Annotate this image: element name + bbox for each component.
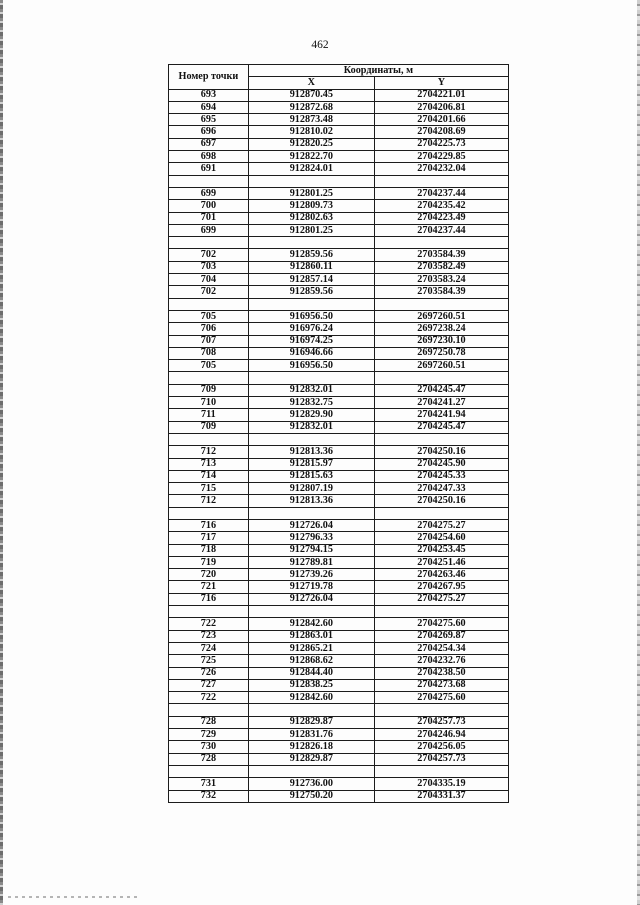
table-row	[169, 200, 509, 212]
table-row	[169, 310, 509, 322]
table-row	[169, 397, 509, 409]
cell-y	[374, 298, 508, 310]
cell-point-number: 709	[169, 384, 249, 396]
table-row	[169, 692, 509, 704]
cell-point-number: 730	[169, 741, 249, 753]
table-row	[169, 581, 509, 593]
cell-point-number: 728	[169, 753, 249, 765]
cell-y: 2704241.27	[374, 397, 508, 409]
cell-point-number: 712	[169, 495, 249, 507]
cell-y	[374, 765, 508, 777]
cell-y: 2704232.76	[374, 655, 508, 667]
table-row	[169, 618, 509, 630]
cell-x	[248, 765, 374, 777]
table-row	[169, 642, 509, 654]
cell-x: 912865.21	[248, 642, 374, 654]
cell-y: 2704250.16	[374, 446, 508, 458]
cell-point-number: 700	[169, 200, 249, 212]
cell-y: 2704246.94	[374, 729, 508, 741]
cell-x: 912863.01	[248, 630, 374, 642]
header-y: Y	[374, 77, 508, 89]
cell-x	[248, 237, 374, 249]
cell-x: 912857.14	[248, 274, 374, 286]
cell-point-number: 716	[169, 593, 249, 605]
cell-x: 916974.25	[248, 335, 374, 347]
cell-x: 912807.19	[248, 483, 374, 495]
table-row-spacer	[169, 175, 509, 187]
cell-x: 912813.36	[248, 495, 374, 507]
cell-point-number: 702	[169, 249, 249, 261]
cell-x: 912829.87	[248, 753, 374, 765]
cell-y: 2704245.47	[374, 421, 508, 433]
cell-x: 912832.01	[248, 421, 374, 433]
table-row	[169, 569, 509, 581]
cell-point-number: 709	[169, 421, 249, 433]
cell-point-number: 731	[169, 778, 249, 790]
cell-x: 916946.66	[248, 347, 374, 359]
cell-point-number: 705	[169, 360, 249, 372]
table-row	[169, 446, 509, 458]
cell-y	[374, 175, 508, 187]
table-row-spacer	[169, 606, 509, 618]
scan-edge-left	[0, 0, 3, 905]
cell-point-number: 725	[169, 655, 249, 667]
table-row	[169, 126, 509, 138]
cell-y	[374, 606, 508, 618]
cell-x: 912842.60	[248, 692, 374, 704]
cell-x: 912832.75	[248, 397, 374, 409]
cell-point-number: 707	[169, 335, 249, 347]
cell-point-number: 723	[169, 630, 249, 642]
cell-x	[248, 507, 374, 519]
cell-y	[374, 372, 508, 384]
table-row	[169, 630, 509, 642]
cell-point-number: 732	[169, 790, 249, 802]
cell-y	[374, 704, 508, 716]
cell-y: 2704250.16	[374, 495, 508, 507]
cell-x: 912801.25	[248, 187, 374, 199]
cell-y: 2704335.19	[374, 778, 508, 790]
cell-point-number: 724	[169, 642, 249, 654]
cell-point-number	[169, 298, 249, 310]
cell-y: 2704235.42	[374, 200, 508, 212]
cell-y: 2704223.49	[374, 212, 508, 224]
table-row	[169, 360, 509, 372]
cell-point-number: 711	[169, 409, 249, 421]
cell-x: 912810.02	[248, 126, 374, 138]
cell-y: 2704275.27	[374, 593, 508, 605]
cell-point-number: 696	[169, 126, 249, 138]
cell-x: 912809.73	[248, 200, 374, 212]
table-row	[169, 286, 509, 298]
cell-x: 912831.76	[248, 729, 374, 741]
cell-x: 912859.56	[248, 249, 374, 261]
cell-x: 912859.56	[248, 286, 374, 298]
table-row	[169, 532, 509, 544]
table-row	[169, 335, 509, 347]
cell-y: 2703584.39	[374, 249, 508, 261]
cell-point-number: 693	[169, 89, 249, 101]
cell-x: 912739.26	[248, 569, 374, 581]
cell-point-number: 705	[169, 310, 249, 322]
cell-x: 912860.11	[248, 261, 374, 273]
cell-x: 912719.78	[248, 581, 374, 593]
cell-x: 912829.87	[248, 716, 374, 728]
table-row	[169, 421, 509, 433]
cell-point-number: 698	[169, 151, 249, 163]
cell-y: 2704241.94	[374, 409, 508, 421]
cell-point-number: 699	[169, 187, 249, 199]
cell-point-number: 722	[169, 618, 249, 630]
cell-x: 912815.97	[248, 458, 374, 470]
cell-y: 2704275.60	[374, 618, 508, 630]
cell-y	[374, 507, 508, 519]
table-header	[169, 65, 509, 90]
cell-x: 912820.25	[248, 138, 374, 150]
cell-y: 2704275.27	[374, 519, 508, 531]
cell-point-number: 699	[169, 224, 249, 236]
cell-y: 2704331.37	[374, 790, 508, 802]
header-x: X	[248, 77, 374, 89]
cell-point-number: 717	[169, 532, 249, 544]
cell-x: 912842.60	[248, 618, 374, 630]
cell-point-number: 706	[169, 323, 249, 335]
table-row	[169, 384, 509, 396]
table-row	[169, 483, 509, 495]
cell-x: 912789.81	[248, 556, 374, 568]
table-row	[169, 138, 509, 150]
table-row	[169, 790, 509, 802]
cell-x: 912824.01	[248, 163, 374, 175]
cell-x: 912796.33	[248, 532, 374, 544]
cell-y: 2704273.68	[374, 679, 508, 691]
cell-y: 2704245.47	[374, 384, 508, 396]
cell-point-number: 718	[169, 544, 249, 556]
cell-x	[248, 606, 374, 618]
cell-x: 912726.04	[248, 519, 374, 531]
cell-point-number: 713	[169, 458, 249, 470]
cell-x: 916956.50	[248, 310, 374, 322]
table-row	[169, 667, 509, 679]
cell-x: 912829.90	[248, 409, 374, 421]
cell-y: 2704232.04	[374, 163, 508, 175]
cell-point-number	[169, 507, 249, 519]
cell-point-number: 720	[169, 569, 249, 581]
cell-y: 2704267.95	[374, 581, 508, 593]
cell-y: 2697260.51	[374, 360, 508, 372]
cell-point-number	[169, 237, 249, 249]
table-row	[169, 778, 509, 790]
table-row	[169, 187, 509, 199]
cell-x: 912802.63	[248, 212, 374, 224]
cell-x	[248, 372, 374, 384]
cell-y: 2704208.69	[374, 126, 508, 138]
table-row	[169, 679, 509, 691]
cell-point-number: 728	[169, 716, 249, 728]
table-row-spacer	[169, 704, 509, 716]
cell-y: 2704221.01	[374, 89, 508, 101]
cell-x: 912822.70	[248, 151, 374, 163]
cell-x: 916976.24	[248, 323, 374, 335]
table-row	[169, 163, 509, 175]
cell-x: 912815.63	[248, 470, 374, 482]
table-row	[169, 261, 509, 273]
cell-point-number: 701	[169, 212, 249, 224]
cell-point-number	[169, 704, 249, 716]
table-row-spacer	[169, 765, 509, 777]
cell-point-number: 726	[169, 667, 249, 679]
cell-x	[248, 704, 374, 716]
cell-y: 2704256.05	[374, 741, 508, 753]
table-row	[169, 593, 509, 605]
table-row	[169, 101, 509, 113]
table-row-spacer	[169, 507, 509, 519]
cell-y: 2704257.73	[374, 716, 508, 728]
table-row	[169, 347, 509, 359]
cell-y: 2704253.45	[374, 544, 508, 556]
cell-x: 912868.62	[248, 655, 374, 667]
table-row-spacer	[169, 237, 509, 249]
table-row	[169, 556, 509, 568]
cell-x	[248, 175, 374, 187]
cell-y: 2704251.46	[374, 556, 508, 568]
table-row	[169, 89, 509, 101]
cell-x: 912736.00	[248, 778, 374, 790]
table-row	[169, 741, 509, 753]
cell-y: 2704247.33	[374, 483, 508, 495]
cell-point-number: 729	[169, 729, 249, 741]
cell-y: 2704263.46	[374, 569, 508, 581]
table-row-spacer	[169, 298, 509, 310]
cell-y: 2704254.60	[374, 532, 508, 544]
cell-y: 2704201.66	[374, 114, 508, 126]
cell-x: 912832.01	[248, 384, 374, 396]
table-row	[169, 323, 509, 335]
cell-y: 2704257.73	[374, 753, 508, 765]
cell-point-number: 702	[169, 286, 249, 298]
table-row	[169, 114, 509, 126]
cell-point-number: 712	[169, 446, 249, 458]
table-row	[169, 544, 509, 556]
cell-x: 912750.20	[248, 790, 374, 802]
coordinates-table	[168, 64, 509, 803]
cell-x: 912838.25	[248, 679, 374, 691]
cell-y: 2704245.90	[374, 458, 508, 470]
table-row	[169, 753, 509, 765]
cell-y: 2697260.51	[374, 310, 508, 322]
cell-point-number: 722	[169, 692, 249, 704]
cell-x: 912726.04	[248, 593, 374, 605]
table-row-spacer	[169, 433, 509, 445]
cell-x: 912794.15	[248, 544, 374, 556]
cell-y: 2704237.44	[374, 187, 508, 199]
cell-point-number: 691	[169, 163, 249, 175]
cell-point-number: 719	[169, 556, 249, 568]
cell-y: 2703582.49	[374, 261, 508, 273]
cell-y: 2704245.33	[374, 470, 508, 482]
table-row	[169, 224, 509, 236]
cell-x	[248, 298, 374, 310]
cell-point-number	[169, 433, 249, 445]
table-row-spacer	[169, 372, 509, 384]
cell-point-number	[169, 606, 249, 618]
cell-point-number	[169, 372, 249, 384]
cell-point-number: 704	[169, 274, 249, 286]
cell-point-number: 694	[169, 101, 249, 113]
cell-y: 2703584.39	[374, 286, 508, 298]
table-body	[169, 89, 509, 802]
cell-point-number: 727	[169, 679, 249, 691]
cell-x: 912844.40	[248, 667, 374, 679]
cell-point-number	[169, 175, 249, 187]
table-row	[169, 729, 509, 741]
cell-y: 2704269.87	[374, 630, 508, 642]
cell-x: 912873.48	[248, 114, 374, 126]
cell-y	[374, 237, 508, 249]
table-row	[169, 470, 509, 482]
cell-y: 2703583.24	[374, 274, 508, 286]
cell-y: 2704229.85	[374, 151, 508, 163]
cell-x	[248, 433, 374, 445]
cell-point-number: 714	[169, 470, 249, 482]
cell-x: 912801.25	[248, 224, 374, 236]
table-row	[169, 409, 509, 421]
table-row	[169, 249, 509, 261]
cell-y: 2704254.34	[374, 642, 508, 654]
cell-point-number: 710	[169, 397, 249, 409]
cell-y: 2704238.50	[374, 667, 508, 679]
page-number: 462	[311, 39, 329, 51]
cell-y: 2704275.60	[374, 692, 508, 704]
table-row	[169, 495, 509, 507]
cell-x: 912813.36	[248, 446, 374, 458]
header-coordinates: Координаты, м	[248, 65, 508, 77]
cell-y: 2704237.44	[374, 224, 508, 236]
cell-point-number: 716	[169, 519, 249, 531]
cell-point-number: 703	[169, 261, 249, 273]
cell-point-number: 708	[169, 347, 249, 359]
cell-y: 2704206.81	[374, 101, 508, 113]
table-row	[169, 655, 509, 667]
cell-point-number: 697	[169, 138, 249, 150]
cell-x: 912826.18	[248, 741, 374, 753]
table-row	[169, 274, 509, 286]
table-row	[169, 212, 509, 224]
scan-footer-mark	[8, 896, 138, 898]
cell-y: 2697250.78	[374, 347, 508, 359]
cell-x: 912872.68	[248, 101, 374, 113]
cell-y: 2704225.73	[374, 138, 508, 150]
cell-y: 2697238.24	[374, 323, 508, 335]
cell-point-number: 695	[169, 114, 249, 126]
table-row	[169, 458, 509, 470]
table-row	[169, 151, 509, 163]
cell-point-number: 715	[169, 483, 249, 495]
cell-point-number: 721	[169, 581, 249, 593]
cell-x: 916956.50	[248, 360, 374, 372]
cell-point-number	[169, 765, 249, 777]
header-point-number: Номер точки	[169, 65, 249, 90]
cell-y: 2697230.10	[374, 335, 508, 347]
table-row	[169, 519, 509, 531]
cell-x: 912870.45	[248, 89, 374, 101]
cell-y	[374, 433, 508, 445]
table-row	[169, 716, 509, 728]
